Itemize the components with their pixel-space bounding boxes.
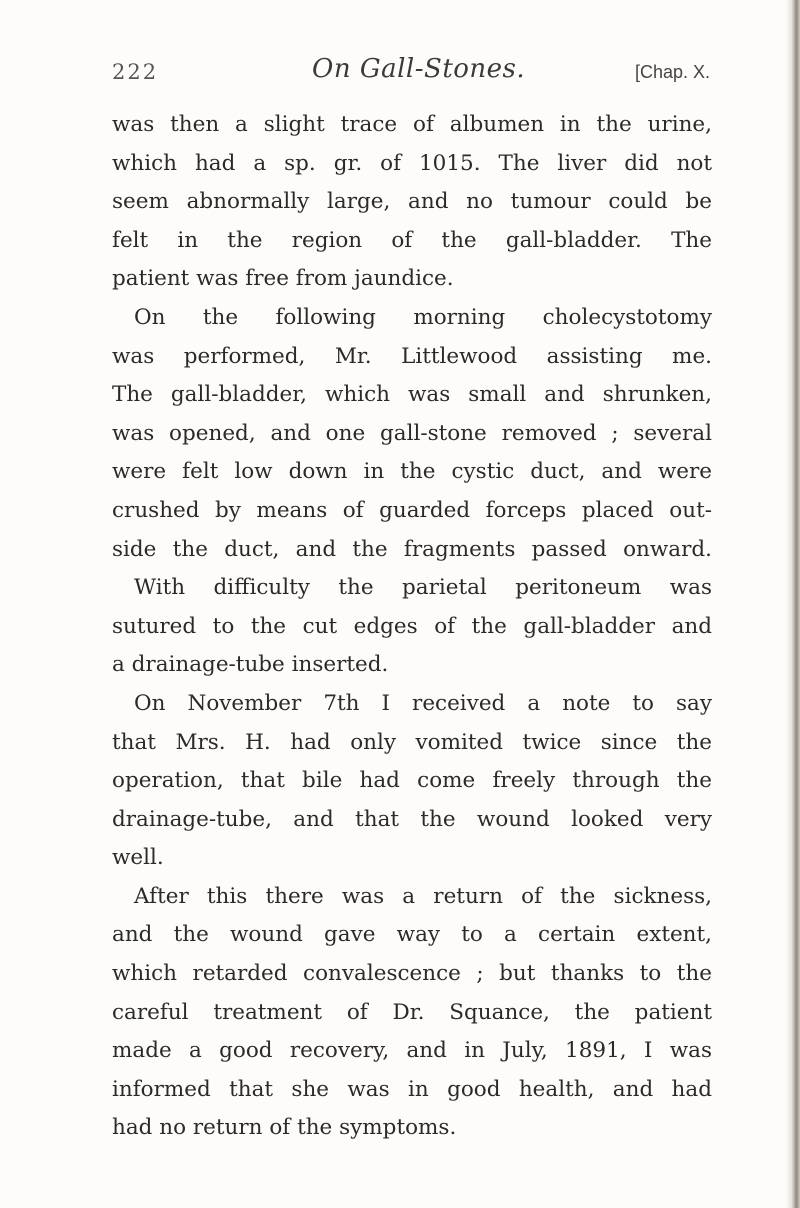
body-text	[112, 106, 712, 1148]
text-line: felt in the region of the gall-bladder. The	[112, 227, 712, 253]
text-line: had no return of the symptoms.	[112, 1115, 457, 1141]
page-edge-shadow	[786, 0, 800, 1208]
text-line: and the wound gave way to a certain extent,	[112, 922, 712, 948]
text-line: On the following morning cholecystotomy	[134, 304, 712, 330]
text-line: After this there was a return of the sickness,	[134, 883, 712, 909]
text-line: was performed, Mr. Littlewood assisting me.	[112, 343, 712, 369]
chapter-label: [Chap. X.	[634, 62, 710, 82]
text-line: well.	[112, 845, 164, 871]
text-line: careful treatment of Dr. Squance, the patient	[112, 999, 712, 1025]
running-head	[112, 54, 710, 88]
page-title: On Gall-Stones.	[312, 54, 526, 84]
text-line: a drainage-tube inserted.	[112, 652, 389, 678]
text-line: were felt low down in the cystic duct, and were	[112, 459, 712, 485]
text-line: operation, that bile had come freely through the	[112, 768, 712, 794]
text-line: The gall-bladder, which was small and shrunken,	[112, 382, 712, 408]
text-line: With difficulty the parietal peritoneum was	[134, 575, 712, 601]
text-line: seem abnormally large, and no tumour could be	[112, 189, 712, 215]
text-line: patient was free from jaundice.	[112, 266, 454, 292]
text-line: informed that she was in good health, and had	[112, 1076, 712, 1102]
text-line: side the duct, and the fragments passed onward.	[112, 536, 712, 562]
text-line: which had a sp. gr. of 1015. The liver did not	[112, 150, 712, 176]
text-line: sutured to the cut edges of the gall-bladder and	[112, 613, 712, 639]
text-line: which retarded convalescence ; but thanks to the	[112, 961, 712, 987]
text-line: made a good recovery, and in July, 1891, I was	[112, 1038, 712, 1064]
page-number: 222	[112, 60, 159, 84]
text-line: crushed by means of guarded forceps placed out-	[112, 497, 712, 523]
text-line: drainage-tube, and that the wound looked very	[112, 806, 712, 832]
text-line: that Mrs. H. had only vomited twice since the	[112, 729, 712, 755]
text-line: was opened, and one gall-stone removed ; several	[112, 420, 712, 446]
text-line: On November 7th I received a note to say	[134, 690, 712, 716]
text-line: was then a slight trace of albumen in the urine,	[112, 112, 712, 137]
